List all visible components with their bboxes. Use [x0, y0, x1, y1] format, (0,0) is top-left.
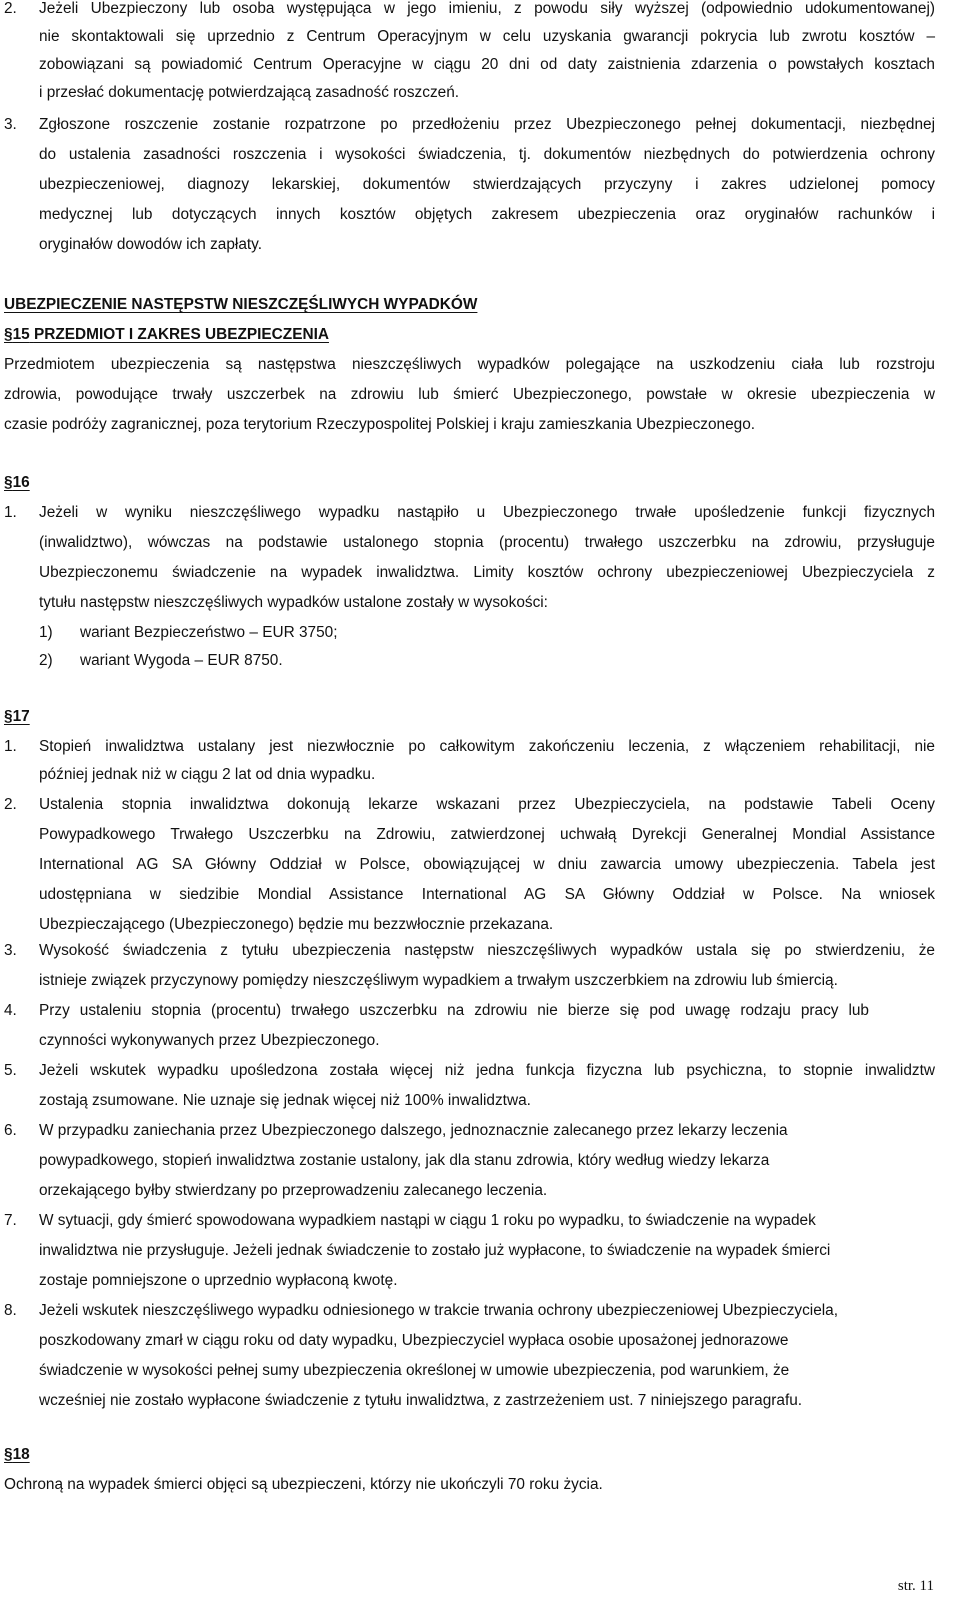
sub-item-number: 2)	[39, 652, 53, 669]
text-line: Przy ustaleniu stopnia (procentu) trwałego uszczerbku na zdrowiu nie bierze się pod uwagę rodzaju pracy lub	[39, 1002, 869, 1019]
item-number: 7.	[4, 1212, 17, 1229]
section-sign: §	[4, 326, 13, 343]
text-line: Powypadkowego Trwałego Uszczerbku na Zdrowiu, zatwierdzonej uchwałą Dyrekcji Generalnej Mondial Assistance	[39, 826, 935, 843]
paragraph-number: 17	[12, 708, 30, 725]
item-number: 2.	[4, 0, 17, 17]
text-line: Jeżeli Ubezpieczony lub osoba występująca w jego imieniu, z powodu siły wyższej (odpowiednio udokumentowanej)	[39, 0, 935, 17]
text-line: do ustalenia zasadności roszczenia i wysokości świadczenia, tj. dokumentów niezbędnych do potwierdzenia ochrony	[39, 146, 935, 163]
text-line: czynności wykonywanych przez Ubezpieczonego.	[39, 1032, 380, 1049]
text-line: Ubezpieczonemu świadczenie na wypadek inwalidztwa. Limity kosztów ochrony ubezpieczeniowej Ubezpieczyciela z	[39, 564, 935, 581]
text-line: poszkodowany zmarł w ciągu roku od daty wypadku, Ubezpieczyciel wypłaca osobie uposażonej jednorazowe	[39, 1332, 789, 1349]
sub-item-text: wariant Bezpieczeństwo – EUR 3750;	[80, 624, 338, 641]
item-number: 2.	[4, 796, 17, 813]
text-line: W sytuacji, gdy śmierć spowodowana wypadkiem nastąpi w ciągu 1 roku po wypadku, to świadczenie na wypadek	[39, 1212, 816, 1229]
text-line: W przypadku zaniechania przez Ubezpieczonego dalszego, jednoznacznie zalecanego przez lekarzy leczenia	[39, 1122, 788, 1139]
item-number: 8.	[4, 1302, 17, 1319]
text-line: Jeżeli wskutek wypadku upośledzona została więcej niż jedna funkcja fizyczna lub psychiczna, to stopnie inwalidztw	[39, 1062, 935, 1079]
text-line: oryginałów dowodów ich zapłaty.	[39, 236, 262, 253]
section-sign: §	[4, 708, 13, 725]
item-number: 1.	[4, 504, 17, 521]
text-line: istnieje związek przyczynowy pomiędzy nieszczęśliwym wypadkiem a trwałym uszczerbkiem na zdrowiu lub śmiercią.	[39, 972, 838, 989]
section-title: UBEZPIECZENIE NASTĘPSTW NIESZCZĘŚLIWYCH WYPADKÓW	[4, 296, 478, 313]
text-line: International AG SA Główny Oddział w Polsce, obowiązującej w dniu zawarcia umowy ubezpieczenia. Tabela jest	[39, 856, 935, 873]
text-line: ubezpieczeniowej, diagnozy lekarskiej, dokumentów stwierdzających przyczyny i zakres udzielonej pomocy	[39, 176, 935, 193]
paragraph-number: 16	[12, 474, 30, 491]
sub-item-number: 1)	[39, 624, 53, 641]
sub-item-text: wariant Wygoda – EUR 8750.	[80, 652, 283, 669]
section-sign: §	[4, 474, 13, 491]
text-line: medycznej lub dotyczących innych kosztów objętych zakresem ubezpieczenia oraz oryginałów rachunków i	[39, 206, 935, 223]
text-line: Stopień inwalidztwa ustalany jest niezwłocznie po całkowitym zakończeniu leczenia, z włączeniem rehabilitacji, nie	[39, 738, 935, 755]
text-line: (inwalidztwo), wówczas na podstawie ustalonego stopnia (procentu) trwałego uszczerbku na zdrowiu, przysługuje	[39, 534, 935, 551]
item-number: 6.	[4, 1122, 17, 1139]
text-line: Ochroną na wypadek śmierci objęci są ubezpieczeni, którzy nie ukończyli 70 roku życia.	[4, 1476, 603, 1493]
text-line: świadczenie w wysokości pełnej sumy ubezpieczenia określonej w umowie ubezpieczenia, pod warunkiem, że	[39, 1362, 790, 1379]
text-line: nie skontaktowali się uprzednio z Centrum Operacyjnym w celu uzyskania gwarancji pokrycia lub zwrotu kosztów –	[39, 28, 935, 45]
text-line: później jednak niż w ciągu 2 lat od dnia wypadku.	[39, 766, 376, 783]
text-line: tytułu następstw nieszczęśliwych wypadków ustalone zostały w wysokości:	[39, 594, 548, 611]
text-line: Ustalenia stopnia inwalidztwa dokonują lekarze wskazani przez Ubezpieczyciela, na podstawie Tabeli Oceny	[39, 796, 935, 813]
text-line: zdrowia, powodujące trwały uszczerbek na zdrowiu lub śmierć Ubezpieczonego, powstałe w okresie ubezpieczenia w	[4, 386, 935, 403]
paragraph-number: 18	[12, 1446, 30, 1463]
item-number: 5.	[4, 1062, 17, 1079]
text-line: udostępniana w siedzibie Mondial Assistance International AG SA Główny Oddział w Polsce. Na wniosek	[39, 886, 935, 903]
text-line: zostają zsumowane. Nie uznaje się jednak więcej niż 100% inwalidztwa.	[39, 1092, 531, 1109]
item-number: 4.	[4, 1002, 17, 1019]
paragraph-17-heading	[4, 708, 30, 726]
paragraph-title: PRZEDMIOT I ZAKRES UBEZPIECZENIA	[33, 326, 329, 343]
text-line: Ubezpieczającego (Ubezpieczonego) będzie mu bezzwłocznie przekazana.	[39, 916, 554, 933]
paragraph-18-heading	[4, 1446, 30, 1464]
text-line: powypadkowego, stopień inwalidztwa zostanie ustalony, jak dla stanu zdrowia, który według wiedzy lekarza	[39, 1152, 770, 1169]
text-line: Wysokość świadczenia z tytułu ubezpieczenia następstw nieszczęśliwych wypadków ustala się po stwierdzeniu, że	[39, 942, 935, 959]
paragraph-15-heading	[4, 326, 329, 344]
text-line: i przesłać dokumentację potwierdzającą zasadność roszczeń.	[39, 84, 460, 101]
item-number: 3.	[4, 942, 17, 959]
paragraph-16-heading	[4, 474, 30, 492]
item-number: 3.	[4, 116, 17, 133]
text-line: orzekającego byłby stwierdzany po przeprowadzeniu zalecanego leczenia.	[39, 1182, 548, 1199]
text-line: inwalidztwa nie przysługuje. Jeżeli jednak świadczenie to zostało już wypłacone, to świadczenie na wypadek śmierci	[39, 1242, 831, 1259]
text-line: zobowiązani są powiadomić Centrum Operacyjne w ciągu 20 dni od daty zaistnienia zdarzenia o powstałych kosztach	[39, 56, 935, 73]
page-number: str. 11	[897, 1578, 934, 1594]
paragraph-number: 15	[12, 326, 30, 343]
text-line: Jeżeli wskutek nieszczęśliwego wypadku odniesionego w trakcie trwania ochrony ubezpieczeniowej Ubezpieczyciela,	[39, 1302, 839, 1319]
text-line: Przedmiotem ubezpieczenia są następstwa nieszczęśliwych wypadków polegające na uszkodzeniu ciała lub rozstroju	[4, 356, 935, 373]
text-line: wcześniej nie zostało wypłacone świadczenie z tytułu inwalidztwa, z zastrzeżeniem ust. 7 niniejszego paragrafu.	[39, 1392, 803, 1409]
text-line: zostaje pomniejszone o uprzednio wypłaconą kwotę.	[39, 1272, 398, 1289]
text-line: Zgłoszone roszczenie zostanie rozpatrzone po przedłożeniu przez Ubezpieczonego pełnej dokumentacji, niezbędnej	[39, 116, 935, 133]
text-line: czasie podróży zagranicznej, poza terytorium Rzeczypospolitej Polskiej i kraju zamieszkania Ubezpieczonego.	[4, 416, 756, 433]
section-sign: §	[4, 1446, 13, 1463]
text-line: Jeżeli w wyniku nieszczęśliwego wypadku nastąpiło u Ubezpieczonego trwałe upośledzenie funkcji fizycznych	[39, 504, 935, 521]
item-number: 1.	[4, 738, 17, 755]
